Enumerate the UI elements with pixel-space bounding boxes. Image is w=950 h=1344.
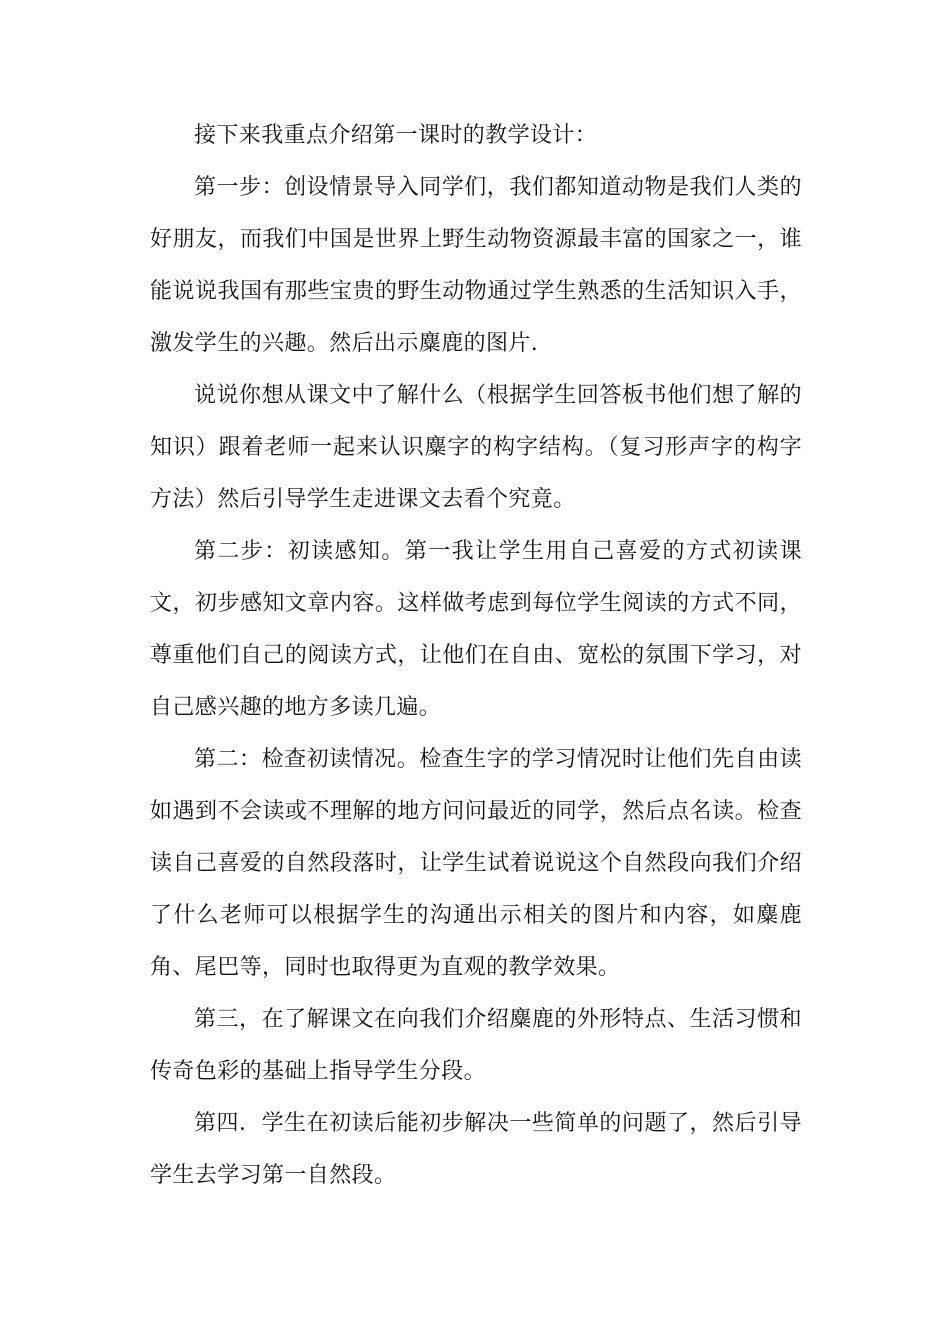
paragraph-third: 第三，在了解课文在向我们介绍麋鹿的外形特点、生活习惯和传奇色彩的基础上指导学生分段。 — [150, 1007, 802, 1084]
paragraph-intro: 接下来我重点介绍第一课时的教学设计： — [194, 123, 598, 148]
paragraph-fourth: 第四．学生在初读后能初步解决一些简单的问题了，然后引导学生去学习第一自然段。 — [150, 1111, 802, 1188]
paragraph-step-two: 第二步：初读感知。第一我让学生用自己喜爱的方式初读课文，初步感知文章内容。这样做考虑到每位学生阅读的方式不同，尊重他们自己的阅读方式，让他们在自由、宽松的氛围下学习，对自己感兴趣的地方多读几遍。 — [150, 539, 802, 720]
paragraph-step-one: 第一步：创设情景导入同学们，我们都知道动物是我们人类的好朋友，而我们中国是世界上野生动物资源最丰富的国家之一，谁能说说我国有那些宝贵的野生动物通过学生熟悉的生活知识入手，激发学生的兴趣。然后出示麋鹿的图片. — [150, 175, 802, 356]
paragraph-check-reading: 第二：检查初读情况。检查生字的学习情况时让他们先自由读如遇到不会读或不理解的地方问问最近的同学，然后点名读。检查读自己喜爱的自然段落时，让学生试着说说这个自然段向我们介绍了什么老师可以根据学生的沟通出示相关的图片和内容，如麋鹿角、尾巴等，同时也取得更为直观的教学效果。 — [150, 747, 802, 980]
paragraph-ask-questions: 说说你想从课文中了解什么（根据学生回答板书他们想了解的知识）跟着老师一起来认识麋字的构字结构。（复习形声字的构字方法）然后引导学生走进课文去看个究竟。 — [150, 383, 802, 512]
document-body — [150, 110, 802, 1202]
